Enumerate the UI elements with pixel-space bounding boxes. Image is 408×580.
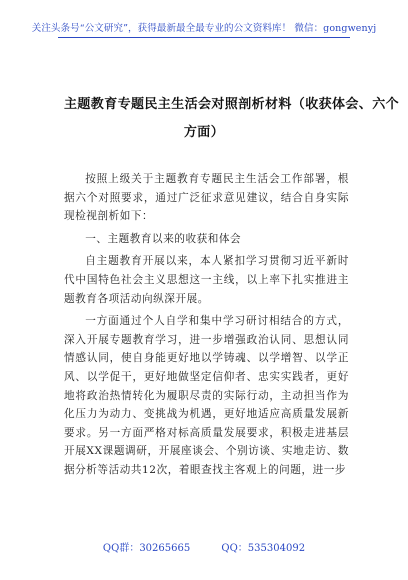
document-body [64, 170, 349, 480]
intro-paragraph: 按照上级关于主题教育专题民主生活会工作部署，根据六个对照要求，通过广泛征求意见建议，结合自身实际现检视剖析如下： [64, 173, 349, 223]
section-heading: 一、主题教育以来的收获和体会 [85, 232, 242, 245]
document-title-line-2: 方面） [183, 125, 225, 140]
footer-qq-group: QQ群：30265665 [102, 543, 191, 554]
document-title-line-1: 主题教育专题民主生活会对照剖析材料（收获体会、六个 [64, 97, 400, 112]
body-paragraph: 自主题教育开展以来，本人紧扣学习贯彻习近平新时代中国特色社会主义思想这一主线，以上率下扎实推进主题教育各项活动向纵深开展。 [64, 255, 349, 305]
footer-qq: QQ：535304092 [221, 543, 306, 554]
header-divider [58, 37, 350, 38]
body-paragraph: 一方面通过个人自学和集中学习研讨相结合的方式，深入开展专题教育学习，进一步增强政治认同、思想认同情感认同，使自身能更好地以学铸魂、以学增智、以学正风、以学促干，更好地做坚定信仰者、忠实实践者，更好地将政治热情转化为履职尽责的实际行动，主动担当作为化压力为动力、变挑战为机遇，更好地适应高质量发展新要求。另一方面严格对标高质量发展要求，积极走进基层开展XX课题调研，开展座谈会、个别访谈、实地走访、数据分析等活动共12次，着眼查找主客观上的问题，进一步 [64, 315, 349, 476]
header-promo-text: 关注头条号“公文研究”，获得最新最全最专业的公文资料库！ 微信：gongwenyj [31, 23, 377, 34]
footer-contact [0, 539, 408, 554]
